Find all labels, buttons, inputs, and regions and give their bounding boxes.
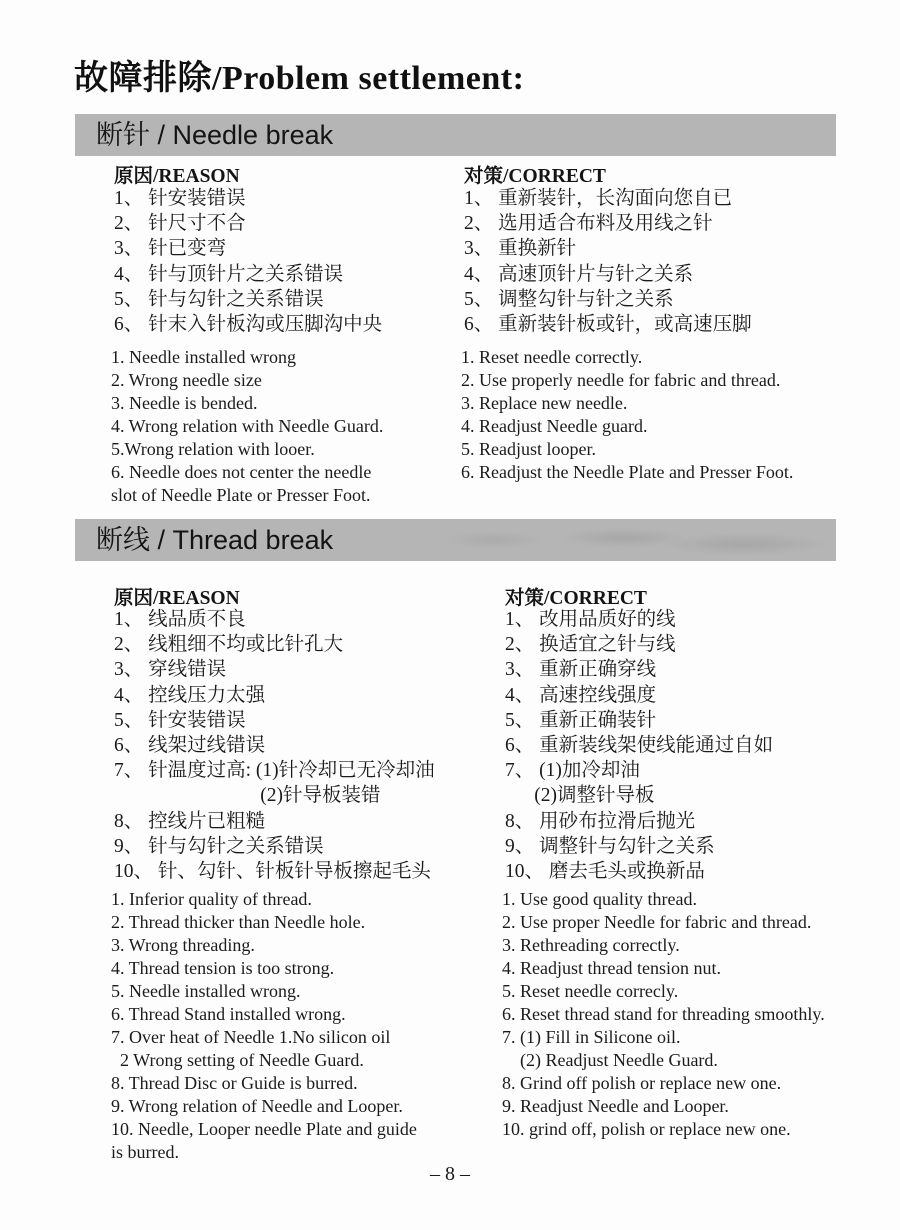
text-line: 9. Readjust Needle and Looper. [502, 1096, 729, 1116]
text-line: 5. Readjust looper. [461, 439, 596, 459]
text-line: 6. Readjust the Needle Plate and Presser Foot. [461, 462, 794, 482]
text-line: 6、 针末入针板沟或压脚沟中央 [114, 314, 383, 336]
text-line: (2)调整针导板 [505, 785, 655, 807]
needle-break-reason-list-cn [114, 186, 382, 337]
text-line: 2. Thread thicker than Needle hole. [111, 912, 366, 932]
text-line: 6、 线架过线错误 [114, 735, 266, 757]
text-line: 4. Readjust thread tension nut. [502, 958, 721, 978]
text-line: is burred. [111, 1142, 179, 1162]
text-line: 9、 调整针与勾针之关系 [505, 835, 715, 857]
text-line: 4、 针与顶针片之关系错误 [114, 263, 344, 285]
text-line: 2、 换适宜之针与线 [505, 634, 676, 656]
thread-break-reason-list-en [111, 888, 417, 1164]
text-line: 1、 针安装错误 [114, 188, 246, 209]
text-line: (2) Readjust Needle Guard. [502, 1050, 718, 1070]
text-line: 3、 重换新针 [464, 238, 577, 260]
text-line: 7. (1) Fill in Silicone oil. [502, 1027, 681, 1047]
text-line: 4、 高速控线强度 [505, 684, 657, 706]
text-line: 3. Replace new needle. [461, 393, 628, 413]
needle-break-correct-list-en [461, 346, 793, 484]
reason-column-header: 原因/REASON [114, 166, 240, 187]
text-line: 1. Needle installed wrong [111, 347, 296, 367]
text-line: 4. Readjust Needle guard. [461, 416, 648, 436]
text-line: 4. Thread tension is too strong. [111, 958, 335, 978]
text-line: 5. Needle installed wrong. [111, 981, 301, 1001]
text-line: 8、 用砂布拉滑后抛光 [505, 810, 696, 832]
text-line: 4、 高速顶针片与针之关系 [464, 263, 694, 285]
text-line: 8. Grind off polish or replace new one. [502, 1073, 782, 1093]
text-line: 9、 针与勾针之关系错误 [114, 835, 324, 857]
text-line: 7. Over heat of Needle 1.No silicon oil [111, 1027, 391, 1047]
correct-column-header: 对策/CORRECT [464, 166, 606, 187]
text-line: 3. Wrong threading. [111, 935, 255, 955]
text-line: 2、 针尺寸不合 [114, 213, 246, 235]
text-line: 7、 针温度过高: (1)针冷却已无冷却油 [114, 760, 435, 782]
text-line: 4、 控线压力太强 [114, 684, 266, 706]
text-line: 1. Reset needle correctly. [461, 347, 643, 367]
needle-break-reason-list-en [111, 346, 383, 507]
text-line: 1. Use good quality thread. [502, 889, 697, 909]
text-line: 5、 针安装错误 [114, 709, 246, 731]
section-header-label: 断针 / Needle break [96, 120, 334, 150]
text-line: 2. Use proper Needle for fabric and thread. [502, 912, 812, 932]
section-header-needle-break [75, 114, 836, 156]
text-line: 6. Needle does not center the needle [111, 462, 372, 482]
text-line: 5. Reset needle correcly. [502, 981, 679, 1001]
text-line: 10、 针、勾针、针板针导板擦起毛头 [114, 861, 431, 883]
page-number: – 8 – [430, 1163, 470, 1185]
text-line: 6. Reset thread stand for threading smoothly. [502, 1004, 825, 1024]
text-line: 3、 穿线错误 [114, 659, 227, 681]
thread-break-reason-list-cn [114, 607, 435, 884]
thread-break-correct-list-en [502, 888, 825, 1141]
text-line: 2、 选用适合布料及用线之针 [464, 213, 713, 235]
text-line: 2 Wrong setting of Needle Guard. [111, 1050, 364, 1070]
correct-column-header: 对策/CORRECT [505, 588, 647, 609]
text-line: 5、 针与勾针之关系错误 [114, 288, 324, 310]
text-line: 6. Thread Stand installed wrong. [111, 1004, 346, 1024]
text-line: 3. Rethreading correctly. [502, 935, 680, 955]
text-line: 4. Wrong relation with Needle Guard. [111, 416, 384, 436]
text-line: 2. Wrong needle size [111, 370, 262, 390]
text-line: 1、 重新装针，长沟面向您自已 [464, 188, 733, 209]
section-header-thread-break [75, 519, 836, 561]
text-line: 2、 线粗细不均或比针孔大 [114, 634, 344, 656]
text-line: 10. Needle, Looper needle Plate and guide [111, 1119, 417, 1139]
section-header-label: 断线 / Thread break [96, 525, 334, 555]
text-line: 10、 磨去毛头或换新品 [505, 861, 705, 883]
text-line: 8. Thread Disc or Guide is burred. [111, 1073, 358, 1093]
text-line: 5.Wrong relation with looer. [111, 439, 315, 459]
text-line: 10. grind off, polish or replace new one. [502, 1119, 791, 1139]
text-line: 8、 控线片已粗糙 [114, 810, 266, 832]
needle-break-correct-list-cn [464, 186, 752, 337]
text-line: 1、 线品质不良 [114, 609, 246, 630]
text-line: (2)针导板装错 [114, 785, 381, 807]
text-line: 3、 重新正确穿线 [505, 659, 657, 681]
text-line: 6、 重新装针板或针，或高速压脚 [464, 314, 752, 336]
text-line: 9. Wrong relation of Needle and Looper. [111, 1096, 403, 1116]
text-line: 2. Use properly needle for fabric and thread. [461, 370, 781, 390]
text-line: 3. Needle is bended. [111, 393, 258, 413]
thread-break-correct-list-cn [505, 607, 773, 884]
page-title: 故障排除/Problem settlement: [74, 60, 525, 97]
text-line: 7、 (1)加冷却油 [505, 760, 640, 782]
text-line: 5、 重新正确装针 [505, 709, 657, 731]
text-line: 3、 针已变弯 [114, 238, 227, 260]
reason-column-header: 原因/REASON [114, 588, 240, 609]
text-line: 1、 改用品质好的线 [505, 609, 676, 630]
text-line: 5、 调整勾针与针之关系 [464, 288, 674, 310]
text-line: slot of Needle Plate or Presser Foot. [111, 485, 371, 505]
text-line: 1. Inferior quality of thread. [111, 889, 312, 909]
text-line: 6、 重新装线架使线能通过自如 [505, 735, 774, 757]
